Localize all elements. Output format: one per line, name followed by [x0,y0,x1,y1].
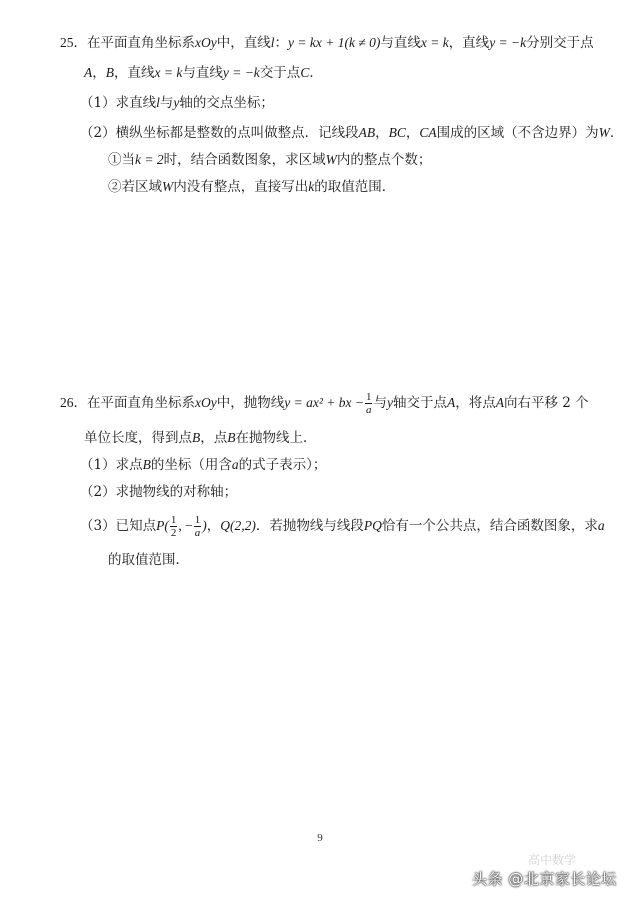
q25-line1: 25．在平面直角坐标系xOy中，直线l：y = kx + 1(k ≠ 0)与直线x = k，直线y = −k分别交于点 [60,35,594,51]
q26-number: 26． [60,395,87,410]
q26-fraction: $\frac{1}{a}$ [365,391,372,416]
q26-p-x-fraction: $\frac{1}{2}$ [170,514,177,539]
q25-sub2: ②若区域W内没有整点，直接写出k的取值范围． [108,179,396,195]
page-number: 9 [317,832,323,844]
q25-number: 25． [60,35,87,50]
q25-part1: （1）求直线l与y轴的交点坐标； [80,95,274,111]
q25-line2: A，B，直线x = k与直线y = −k交于点C． [84,65,323,81]
q25-sub1: ①当k = 2时，结合函数图象，求区域W内的整点个数； [108,152,432,168]
q26-parabola-equation: y = ax² + bx − [284,395,364,410]
q26-part1: （1）求点B的坐标（用含a的式子表示）； [80,457,327,473]
q26-part2: （2）求抛物线的对称轴； [80,484,238,500]
source-watermark: 头条 @北京家长论坛 [472,870,617,888]
faint-watermark: 高中数学 [528,853,577,867]
q26-part3: （3）已知点P( $\frac{1}{2}$ , − $\frac{1}{a}$ )，Q(2,2)．若抛物线与线段PQ恰有一个公共点，结合函数图象，求a [80,514,605,539]
q25-line-equation: y = kx + 1(k ≠ 0) [288,35,381,50]
q26-line1: 26．在平面直角坐标系xOy中，抛物线y = ax² + bx − $\frac{1}{a}$ 与y轴交于点A，将点A向右平移 2 个 [60,391,589,416]
q26-p-y-fraction: $\frac{1}{a}$ [194,514,201,539]
q26-line2: 单位长度，得到点B，点B在抛物线上． [84,430,317,446]
q25-part2: （2）横纵坐标都是整数的点叫做整点．记线段AB，BC，CA围成的区域（不含边界）为W． [80,125,624,141]
q26-part3-cont: 的取值范围． [108,552,189,568]
